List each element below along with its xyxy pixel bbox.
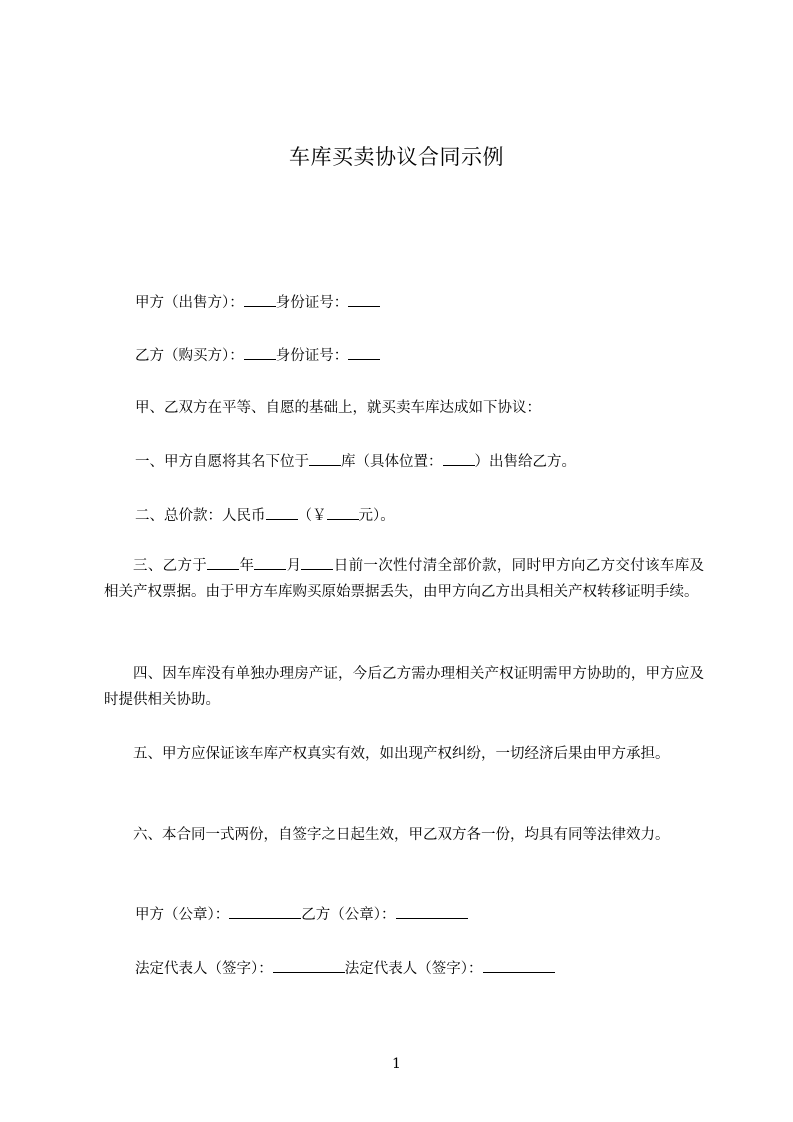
clause-3-text-a: 三、乙方于 bbox=[133, 558, 208, 574]
clause-1-text-c: ）出售给乙方。 bbox=[474, 454, 576, 470]
party-a-name-blank bbox=[244, 292, 276, 307]
clause-2-amount-number-blank bbox=[327, 505, 359, 520]
clause-1-text-b: 库（具体位置： bbox=[341, 454, 443, 470]
party-b-signature-label: 法定代表人（签字）： bbox=[344, 961, 483, 977]
intro-paragraph: 甲、乙双方在平等、自愿的基础上，就买卖车库达成如下协议： bbox=[135, 400, 541, 416]
party-b-seal-label: 乙方（公章）： bbox=[301, 907, 396, 923]
clause-1 bbox=[135, 451, 576, 472]
party-a-label: 甲方（出售方）： bbox=[135, 295, 244, 311]
party-a-line bbox=[135, 292, 380, 313]
party-b-label: 乙方（购买方）： bbox=[135, 348, 244, 364]
clause-3 bbox=[104, 553, 704, 605]
page-number: 1 bbox=[392, 1056, 401, 1072]
seal-line bbox=[135, 904, 468, 925]
clause-1-text-a: 一、甲方自愿将其名下位于 bbox=[135, 454, 309, 470]
clause-3-month-blank bbox=[254, 555, 286, 570]
party-a-signature-label: 法定代表人（签字）： bbox=[135, 961, 273, 977]
clause-2-text-c: 元）。 bbox=[358, 508, 395, 524]
party-b-name-blank bbox=[244, 345, 276, 360]
party-b-signature-blank bbox=[483, 958, 555, 973]
clause-3-day-blank bbox=[301, 555, 333, 570]
party-a-signature-blank bbox=[273, 958, 345, 973]
party-a-id-label: 身份证号： bbox=[275, 295, 349, 311]
clause-1-location-blank bbox=[309, 451, 341, 466]
clause-2 bbox=[135, 505, 395, 526]
clause-1-position-blank bbox=[443, 451, 475, 466]
party-b-seal-blank bbox=[396, 904, 468, 919]
clause-4: 四、因车库没有单独办理房产证，今后乙方需办理相关产权证明需甲方协助的，甲方应及时提供相关协助。 bbox=[104, 666, 704, 708]
clause-2-amount-words-blank bbox=[266, 505, 298, 520]
clause-6: 六、本合同一式两份，自签字之日起生效，甲乙双方各一份，均具有同等法律效力。 bbox=[133, 827, 670, 843]
clause-2-text-b: （￥ bbox=[297, 508, 327, 524]
clause-2-text-a: 二、总价款：人民币 bbox=[135, 508, 266, 524]
clause-5: 五、甲方应保证该车库产权真实有效，如出现产权纠纷，一切经济后果由甲方承担。 bbox=[133, 746, 670, 762]
party-a-id-blank bbox=[348, 292, 380, 307]
party-a-seal-label: 甲方（公章）： bbox=[135, 907, 230, 923]
document-title: 车库买卖协议合同示例 bbox=[289, 145, 504, 169]
party-b-id-blank bbox=[348, 345, 380, 360]
clause-3-year-blank bbox=[207, 555, 239, 570]
signature-line bbox=[135, 958, 555, 979]
party-b-id-label: 身份证号： bbox=[275, 348, 349, 364]
clause-3-text-b: 日前一次性付清全部价款，同时甲方向乙方交付该车库及相关产权票据。由于甲方车库购买原始票据丢失，由甲方向乙方出具相关产权转移证明手续。 bbox=[104, 558, 705, 600]
party-b-line bbox=[135, 345, 380, 366]
clause-3-month-label: 月 bbox=[286, 558, 302, 574]
party-a-seal-blank bbox=[229, 904, 301, 919]
clause-3-year-label: 年 bbox=[239, 558, 255, 574]
